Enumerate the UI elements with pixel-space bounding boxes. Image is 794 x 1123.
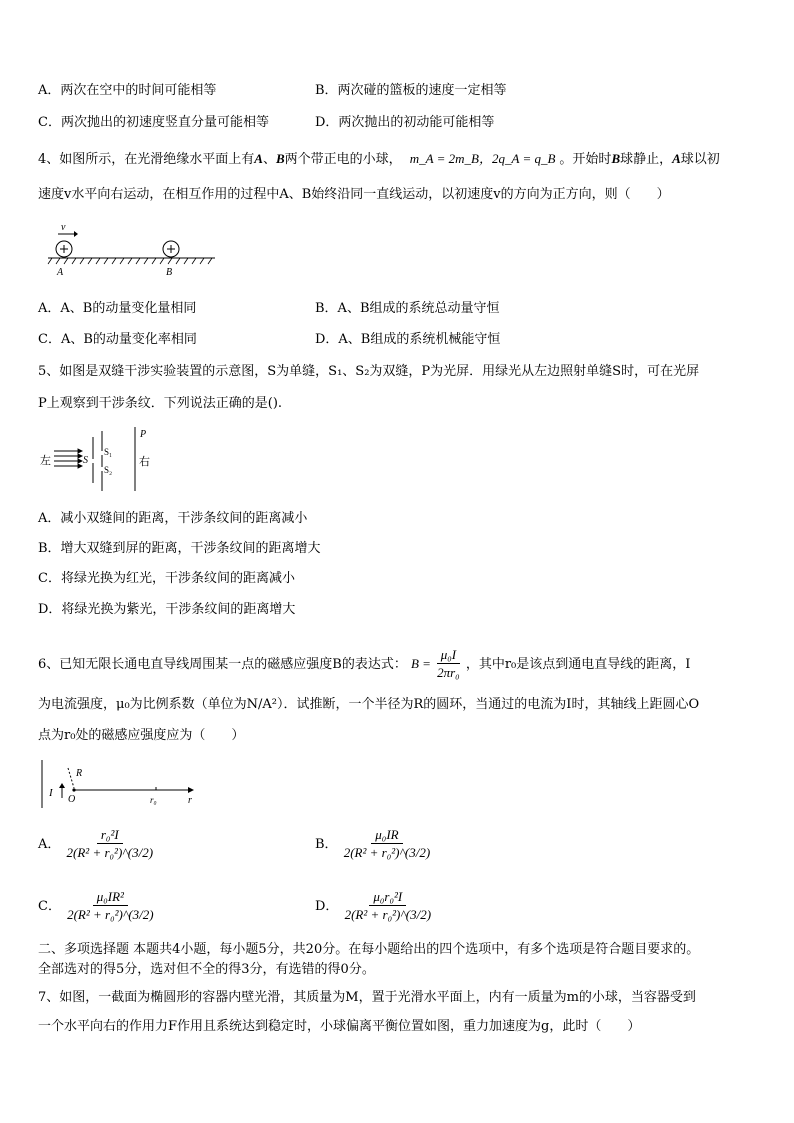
fig-s2-label: S₂ bbox=[104, 465, 113, 475]
fig-right-label: 右 bbox=[139, 456, 150, 468]
fig-v-label: v bbox=[61, 222, 66, 233]
q6-option-a: A． $\frac{\text{r₀²I}}{\text{2(R² + r₀²)\textasciicircum{}(3/2)}}$ bbox=[38, 827, 154, 860]
q7-stem-line2: 一个水平向右的作用力F作用且系统达到稳定时，小球偏离平衡位置如图，重力加速度为g，此时（ ） bbox=[38, 1019, 641, 1034]
q3-option-a: A．两次在空中的时间可能相等 bbox=[38, 83, 217, 98]
q3-option-d: D．两次抛出的初动能可能相等 bbox=[315, 115, 495, 130]
q4-option-a: A．A、B的动量变化量相同 bbox=[38, 301, 197, 316]
fig-s-label: S bbox=[83, 455, 88, 466]
fig-s1-label: S₁ bbox=[104, 447, 113, 457]
q6-formula-lhs: B = bbox=[410, 656, 431, 671]
q7-stem-line1: 7、如图，一截面为椭圆形的容器内壁光滑，其质量为M，置于光滑水平面上，内有一质量为m的小球，当容器受到 bbox=[38, 990, 696, 1005]
q3-option-b: B．两次碰的篮板的速度一定相等 bbox=[315, 83, 507, 98]
q6-option-d: D． $\frac{\text{μ₀r₀²I}}{\text{2(R² + r₀²)\textasciicircum{}(3/2)}}$ bbox=[315, 889, 432, 922]
q6-formula-fraction: $\frac{\text{μ₀I}}{\text{2πr₀}}$ bbox=[437, 647, 460, 680]
section2-header-line1: 二、多项选择题 本题共4小题，每小题5分，共20分。在每小题给出的四个选项中，有多个选项是符合题目要求的。 bbox=[38, 942, 700, 957]
fig-I-label: I bbox=[49, 787, 53, 799]
q4-option-d: D．A、B组成的系统机械能守恒 bbox=[315, 332, 501, 347]
q6-figure bbox=[38, 758, 208, 810]
q5-figure bbox=[40, 425, 160, 493]
q6-option-c: C． $\frac{\text{μ₀IR²}}{\text{2(R² + r₀²)\textasciicircum{}(3/2)}}$ bbox=[38, 889, 154, 922]
q6-stem-line2: 为电流强度，μ₀为比例系数（单位为N/A²）．试推断，一个半径为R的圆环，当通过的电流为I时，其轴线上距圆心O bbox=[38, 697, 700, 712]
fig-O-label: O bbox=[68, 794, 76, 805]
fig-R-label: R bbox=[76, 768, 83, 779]
fig-a-label: A bbox=[57, 267, 64, 278]
q4-stem-line1: 4、如图所示，在光滑绝缘水平面上有A、B两个带正电的小球， m_A = 2m_B，2q_A = q_B 。开始时B球静止，A球以初 bbox=[38, 151, 720, 167]
q5-stem-line2: P上观察到干涉条纹．下列说法正确的是(). bbox=[38, 396, 283, 411]
fig-r0-label: r₀ bbox=[150, 795, 157, 805]
fig-b-label: B bbox=[166, 267, 173, 278]
fig-r-label: r bbox=[188, 795, 192, 806]
q3-option-c: C．两次抛出的初速度竖直分量可能相等 bbox=[38, 115, 269, 130]
q5-option-a: A．减小双缝间的距离，干涉条纹间的距离减小 bbox=[38, 511, 308, 526]
q4-option-b: B．A、B组成的系统总动量守恒 bbox=[315, 301, 500, 316]
q5-option-b: B．增大双缝到屏的距离，干涉条纹间的距离增大 bbox=[38, 541, 321, 556]
section2-header-line2: 全部选对的得5分，选对但不全的得3分，有选错的得0分。 bbox=[38, 962, 375, 977]
q5-stem-line1: 5、如图是双缝干涉实验装置的示意图，S为单缝，S₁、S₂为双缝，P为光屏．用绿光从左边照射单缝S时，可在光屏 bbox=[38, 364, 700, 379]
q6-stem-line3: 点为r₀处的磁感应强度应为（ ） bbox=[38, 728, 245, 743]
q6-option-b: B． $\frac{\text{μ₀IR}}{\text{2(R² + r₀²)\textasciicircum{}(3/2)}}$ bbox=[315, 827, 431, 860]
q4-formula: m_A = 2m_B，2q_A = q_B bbox=[409, 151, 556, 166]
fig-p-label: P bbox=[140, 429, 147, 440]
fig-left-label: 左 bbox=[40, 455, 51, 467]
q4-figure bbox=[40, 220, 220, 278]
q5-option-d: D．将绿光换为紫光，干涉条纹间的距离增大 bbox=[38, 602, 296, 617]
q6-stem-line1: 6、已知无限长通电直导线周围某一点的磁感应强度B的表达式： B = $\frac{\text{μ₀I}}{\text{2πr₀}}$ ，其中r₀是该点到通电直导线的距离，I bbox=[38, 647, 691, 680]
q4-option-c: C．A、B的动量变化率相同 bbox=[38, 332, 197, 347]
q4-stem-line2: 速度v水平向右运动，在相互作用的过程中A、B始终沿同一直线运动，以初速度v的方向为正方向，则（ ） bbox=[38, 187, 670, 202]
radius-line bbox=[68, 768, 74, 788]
q5-option-c: C．将绿光换为红光，干涉条纹间的距离减小 bbox=[38, 571, 295, 586]
